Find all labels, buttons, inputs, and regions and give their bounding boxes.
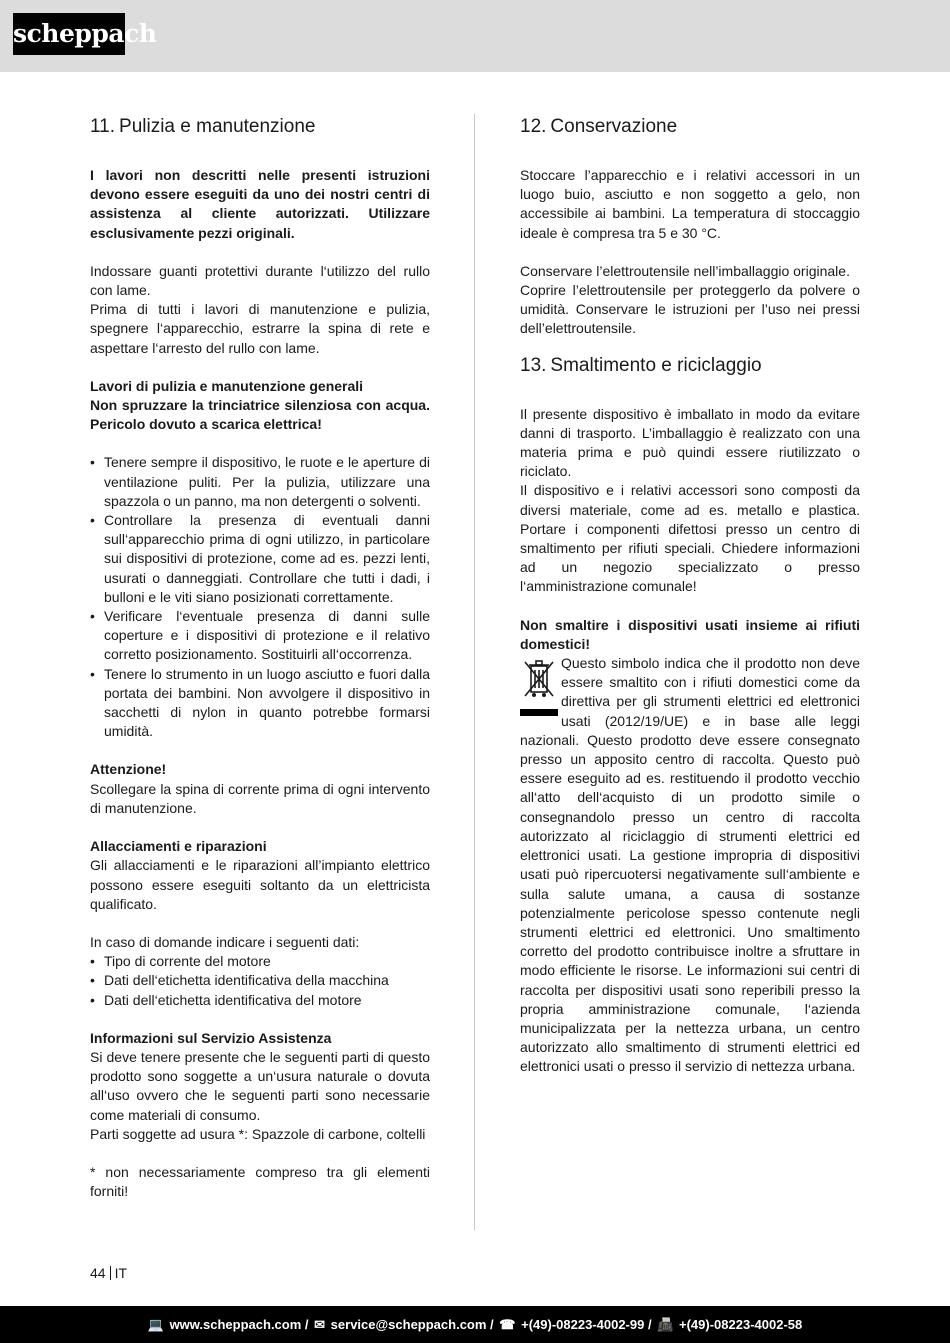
footnote: * non necessariamente compreso tra gli elementi forniti! [90, 1163, 430, 1200]
list-item: • Tenere sempre il dispositivo, le ruote e le aperture di ventilazione puliti. Per la pulizia, utilizzare una spazzola o un panno, ma non detergenti o solventi. [90, 453, 430, 511]
connections-text: Gli allacciamenti e le riparazioni all’impianto elettrico possono essere eseguiti soltanto da un elettricista qualificato. [90, 857, 430, 912]
general-maintenance-heading: Lavori di pulizia e manutenzione generali [90, 377, 364, 394]
water-warning: Non spruzzare la trinciatrice silenziosa con acqua. Pericolo dovuto a scarica elettrica! [90, 397, 430, 433]
page-language: IT [114, 1265, 128, 1281]
attention-heading: Attenzione! [90, 761, 167, 778]
right-column [520, 114, 860, 1077]
gloves-note: Indossare guanti protettivi durante l‘utilizzo del rullo con lame. [90, 262, 430, 299]
column-divider [474, 114, 475, 1230]
pre-maintenance-note: Prima di tutti i lavori di manutenzione e pulizia, spegnere l‘apparecchio, estrarre la spina di rete e aspettare l‘arresto del rullo con lame. [90, 301, 430, 356]
phone-icon: ☎ [499, 1317, 516, 1332]
footer-web-link[interactable]: www.scheppach.com / [169, 1317, 309, 1332]
connections-heading: Allacciamenti e riparazioni [90, 838, 267, 855]
storage-text: Conservare l’elettroutensile nell’imballaggio originale. [520, 262, 850, 279]
mail-icon: ✉ [314, 1317, 326, 1332]
section-number: 11. [90, 116, 116, 137]
list-item: • Verificare l‘eventuale presenza di danni sulle coperture e i dispositivi di protezione e il relativo corretto posizionamento. Sostituirli all‘occorrenza. [90, 607, 430, 665]
section-title-text: Pulizia e manutenzione [119, 116, 316, 137]
attention-text: Scollegare la spina di corrente prima di ogni intervento di manutenzione. [90, 780, 430, 816]
footer-phone: +(49)-08223-4002-99 / [521, 1317, 652, 1332]
weee-heading: Non smaltire i dispositivi usati insieme ai rifiuti domestici! [520, 616, 860, 652]
section-11-title [90, 114, 430, 140]
service-text: Si deve tenere presente che le seguenti parti di questo prodotto sono soggette a un‘usura naturale o dovuta all‘uso ovvero che le seguenti parti sono necessarie come materiali di consumo. [90, 1048, 430, 1123]
footer-fax: +(49)-08223-4002-58 [679, 1317, 803, 1332]
list-item: • Controllare la presenza di eventuali danni sull‘apparecchio prima di ogni utilizzo, in particolare sui dispositivi di protezione, come ad es. pezzi lenti, usurati o danneggiati. Controllare che tutti i dadi, i bulloni e le viti siano posizionati correttamente. [90, 511, 430, 607]
weee-block [520, 654, 860, 1076]
section-title-text: Conservazione [550, 116, 678, 137]
disposal-text: Il dispositivo e i relativi accessori sono composti da diversi materiale, come ad es. metallo e plastica. Portare i componenti difettosi presso un centro di smaltimento per rifiuti speciali. Chiedere informazioni ad un negozio specializzato o presso l‘amministrazione comunale! [520, 482, 860, 595]
fax-icon: 📠 [657, 1317, 674, 1332]
section-number: 13. [520, 354, 547, 376]
section-13-title [520, 353, 860, 379]
storage-text: Coprire l’elettroutensile per proteggerlo da polvere o umidità. Conservare le istruzioni per l’uso nei pressi dell’elettroutensile. [520, 282, 860, 337]
intro-warning: I lavori non descritti nelle presenti istruzioni devono essere eseguiti da uno dei nostri centri di assistenza al cliente autorizzati. Utilizzare esclusivamente pezzi originali. [90, 167, 430, 241]
storage-text: Stoccare l’apparecchio e i relativi accessori in un luogo buio, asciutto e non soggetto a gelo, non accessibile ai bambini. La temperatura di stoccaggio ideale è compresa tra 5 e 30 °C. [520, 167, 860, 241]
wear-parts: Parti soggette ad usura *: Spazzole di carbone, coltelli [90, 1125, 426, 1142]
section-12-title [520, 114, 860, 140]
header-band [0, 0, 950, 72]
weee-text: Questo simbolo indica che il prodotto non deve essere smaltito con i rifiuti domestici come da direttiva per gli strumenti elettrici ed elettronici usati (2012/19/UE) e in base alle leggi nazionali. Questo prodotto deve essere consegnato presso un apposito centro di raccolta. Questo può essere eseguito ad es. restituendo il prodotto vecchio all‘atto dell‘acquisto di un prodotto simile o consegnandolo presso un centro di raccolta autorizzato al riciclaggio di strumenti elettrici ed elettronici usati. La gestione impropria di dispositivi usati può ripercuotersi negativamente sull‘ambiente e sulla salute umana, a causa di sostanze potenzialmente pericolose spesso contenute negli strumenti elettrici ed elettronici. Uno smaltimento corretto del prodotto contribuisce inoltre a sfruttare in modo efficiente le risorse. Le informazioni sui centri di raccolta per dispositivi usati sono reperibili presso la propria amministrazione comunale, l‘azienda municipalizzata per la nettezza urbana, un centro autorizzato allo smaltimento di strumenti elettrici ed elettronici usati o presso il servizio di nettezza urbana. [520, 655, 860, 1075]
left-column [90, 114, 430, 1201]
crossed-bin-icon [520, 656, 558, 718]
footer-email-link[interactable]: service@scheppach.com / [330, 1317, 494, 1332]
list-item: • Dati dell‘etichetta identificativa della macchina [90, 971, 430, 990]
footer-bar [0, 1306, 950, 1343]
questions-list [90, 952, 430, 1010]
section-number: 12. [520, 116, 547, 137]
disposal-text: Il presente dispositivo è imballato in modo da evitare danni di trasporto. L’imballaggio è realizzato con una materia prima e può quindi essere riutilizzato o riciclato. [520, 405, 860, 480]
questions-text: In caso di domande indicare i seguenti dati: [90, 933, 360, 950]
list-item: • Tipo di corrente del motore [90, 952, 430, 971]
scheppach-logo: scheppach [13, 13, 125, 55]
section-title-text: Smaltimento e riciclaggio [550, 354, 762, 376]
page-number [90, 1265, 127, 1281]
maintenance-list [90, 453, 430, 741]
page-number-value: 44 [90, 1265, 106, 1281]
computer-icon: 💻 [147, 1317, 164, 1332]
list-item: • Dati dell‘etichetta identificativa del motore [90, 991, 430, 1010]
service-heading: Informazioni sul Servizio Assistenza [90, 1029, 332, 1046]
list-item: • Tenere lo strumento in un luogo asciutto e fuori dalla portata dei bambini. Non avvolgere il dispositivo in sacchetti di nylon in quanto potrebbe formarsi umidità. [90, 665, 430, 742]
